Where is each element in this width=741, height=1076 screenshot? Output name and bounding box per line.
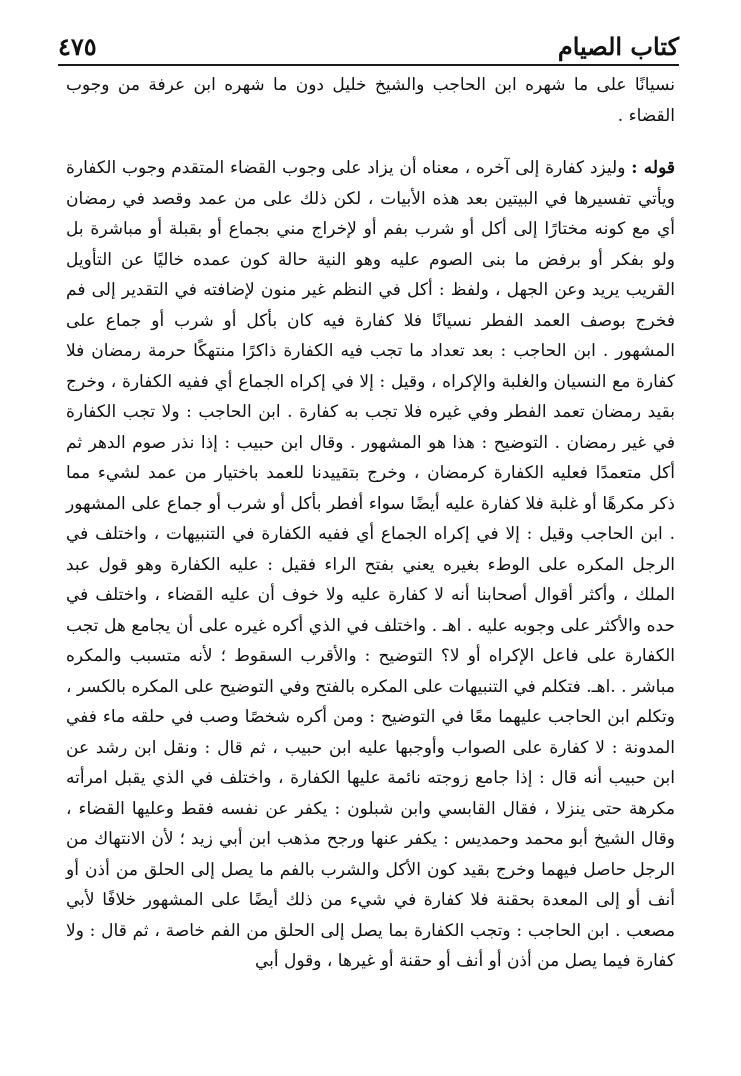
paragraph-continued <box>66 70 675 131</box>
paragraph-lead: قوله : <box>631 158 675 178</box>
paragraph-text: نسيانًا على ما شهره ابن الحاجب والشيخ خليل دون ما شهره ابن عرفة من وجوب القضاء . <box>66 75 675 126</box>
page-number: ٤٧٥ <box>58 32 97 61</box>
main-text <box>66 70 675 977</box>
paragraph-text: وليزد كفارة إلى آخره ، معناه أن يزاد على وجوب القضاء المتقدم وجوب الكفارة ويأتي تفسيرها في البيتين بعد هذه الأبيات ، لكن ذلك على من عمد وقصد في رمضان أي مع كونه مختارًا إلى أكل أو شرب بفم أو لإخراج مني بجماع أو بقبلة أو مباشرة بل ولو بفكر أو برفض ما بنى الصوم عليه وهو النية حالة كون عمده خاليًا عن التأويل القريب يريد وعن الجهل ، ولفظ : أكل في النظم غير منون لإضافته في التقدير إلى فم فخرج بوصف العمد الفطر نسيانًا فلا كفارة فيه كان بأكل أو شرب أو جماع على المشهور . ابن الحاجب : بعد تعداد ما تجب فيه الكفارة ذاكرًا منتهكًا حرمة رمضان فلا كفارة مع النسيان والغلبة والإكراه ، وقيل : إلا في إكراه الجماع أي ففيه الكفارة ، وخرج بقيد رمضان تعمد الفطر وفي غيره فلا تجب به كفارة . ابن الحاجب : ولا تجب الكفارة في غير رمضان . التوضيح : هذا هو المشهور . وقال ابن حبيب : إذا نذر صوم الدهر ثم أكل متعمدًا فعليه الكفارة كرمضان ، وخرج بتقييدنا للعمد باختيار من عمد لشيء مما ذكر مكرهًا أو غلبة فلا كفارة عليه أيضًا سواء أفطر بأكل أو شرب أو جماع على المشهور . ابن الحاجب وقيل : إلا في إكراه الجماع أي ففيه الكفارة في التنبيهات ، واختلف في الرجل المكره على الوطء بغيره يعني بفتح الراء فقيل : عليه الكفارة وهو قول عبد الملك ، وأكثر أقوال أصحابنا أنه لا كفارة عليه ولا خوف أن عليه القضاء ، واختلف في حده والأكثر على وجوبه عليه . اهـ . واختلف في الذي أكره غيره على أن يجامع هل تجب الكفارة على فاعل الإكراه أو لا؟ التوضيح : والأقرب السقوط ؛ لأنه متسبب والمكره مباشر . .اهـ. فتكلم في التنبيهات على المكره بالفتح وفي التوضيح على المكره بالكسر ، وتكلم ابن الحاجب عليهما معًا في التوضيح : ومن أكره شخصًا وصب في حلقه ماء ففي المدونة : لا كفارة على الصواب وأوجبها عليه ابن حبيب ، ثم قال : ونقل ابن رشد عن ابن حبيب أنه قال : إذا جامع زوجته نائمة عليها الكفارة ، واختلف في الذي يقبل امرأته مكرهة حتى ينزلا ، فقال القابسي وابن شبلون : يكفر عن نفسه فقط وعليها القضاء ، وقال الشيخ أبو محمد وحمديس : يكفر عنها ورجح مذهب ابن أبي زيد ؛ لأن الانتهاك من الرجل حاصل فيهما وخرج بقيد كون الأكل والشرب بالفم ما يصل إلى الحلق من أذن أو أنف أو إلى المعدة بحقنة فلا كفارة في شيء من ذلك أيضًا على المشهور خلافًا لأبي مصعب . ابن الحاجب : وتجب الكفارة بما يصل إلى الحلق من الفم خاصة ، ثم قال : ولا كفارة فيما يصل من أذن أو أنف أو حقنة أو غيرها ، وقول أبي <box>66 158 675 971</box>
paragraph-commentary <box>66 153 675 977</box>
paragraph-gap <box>66 131 675 153</box>
page-header <box>58 30 679 66</box>
book-title: كتاب الصيام <box>557 32 679 61</box>
